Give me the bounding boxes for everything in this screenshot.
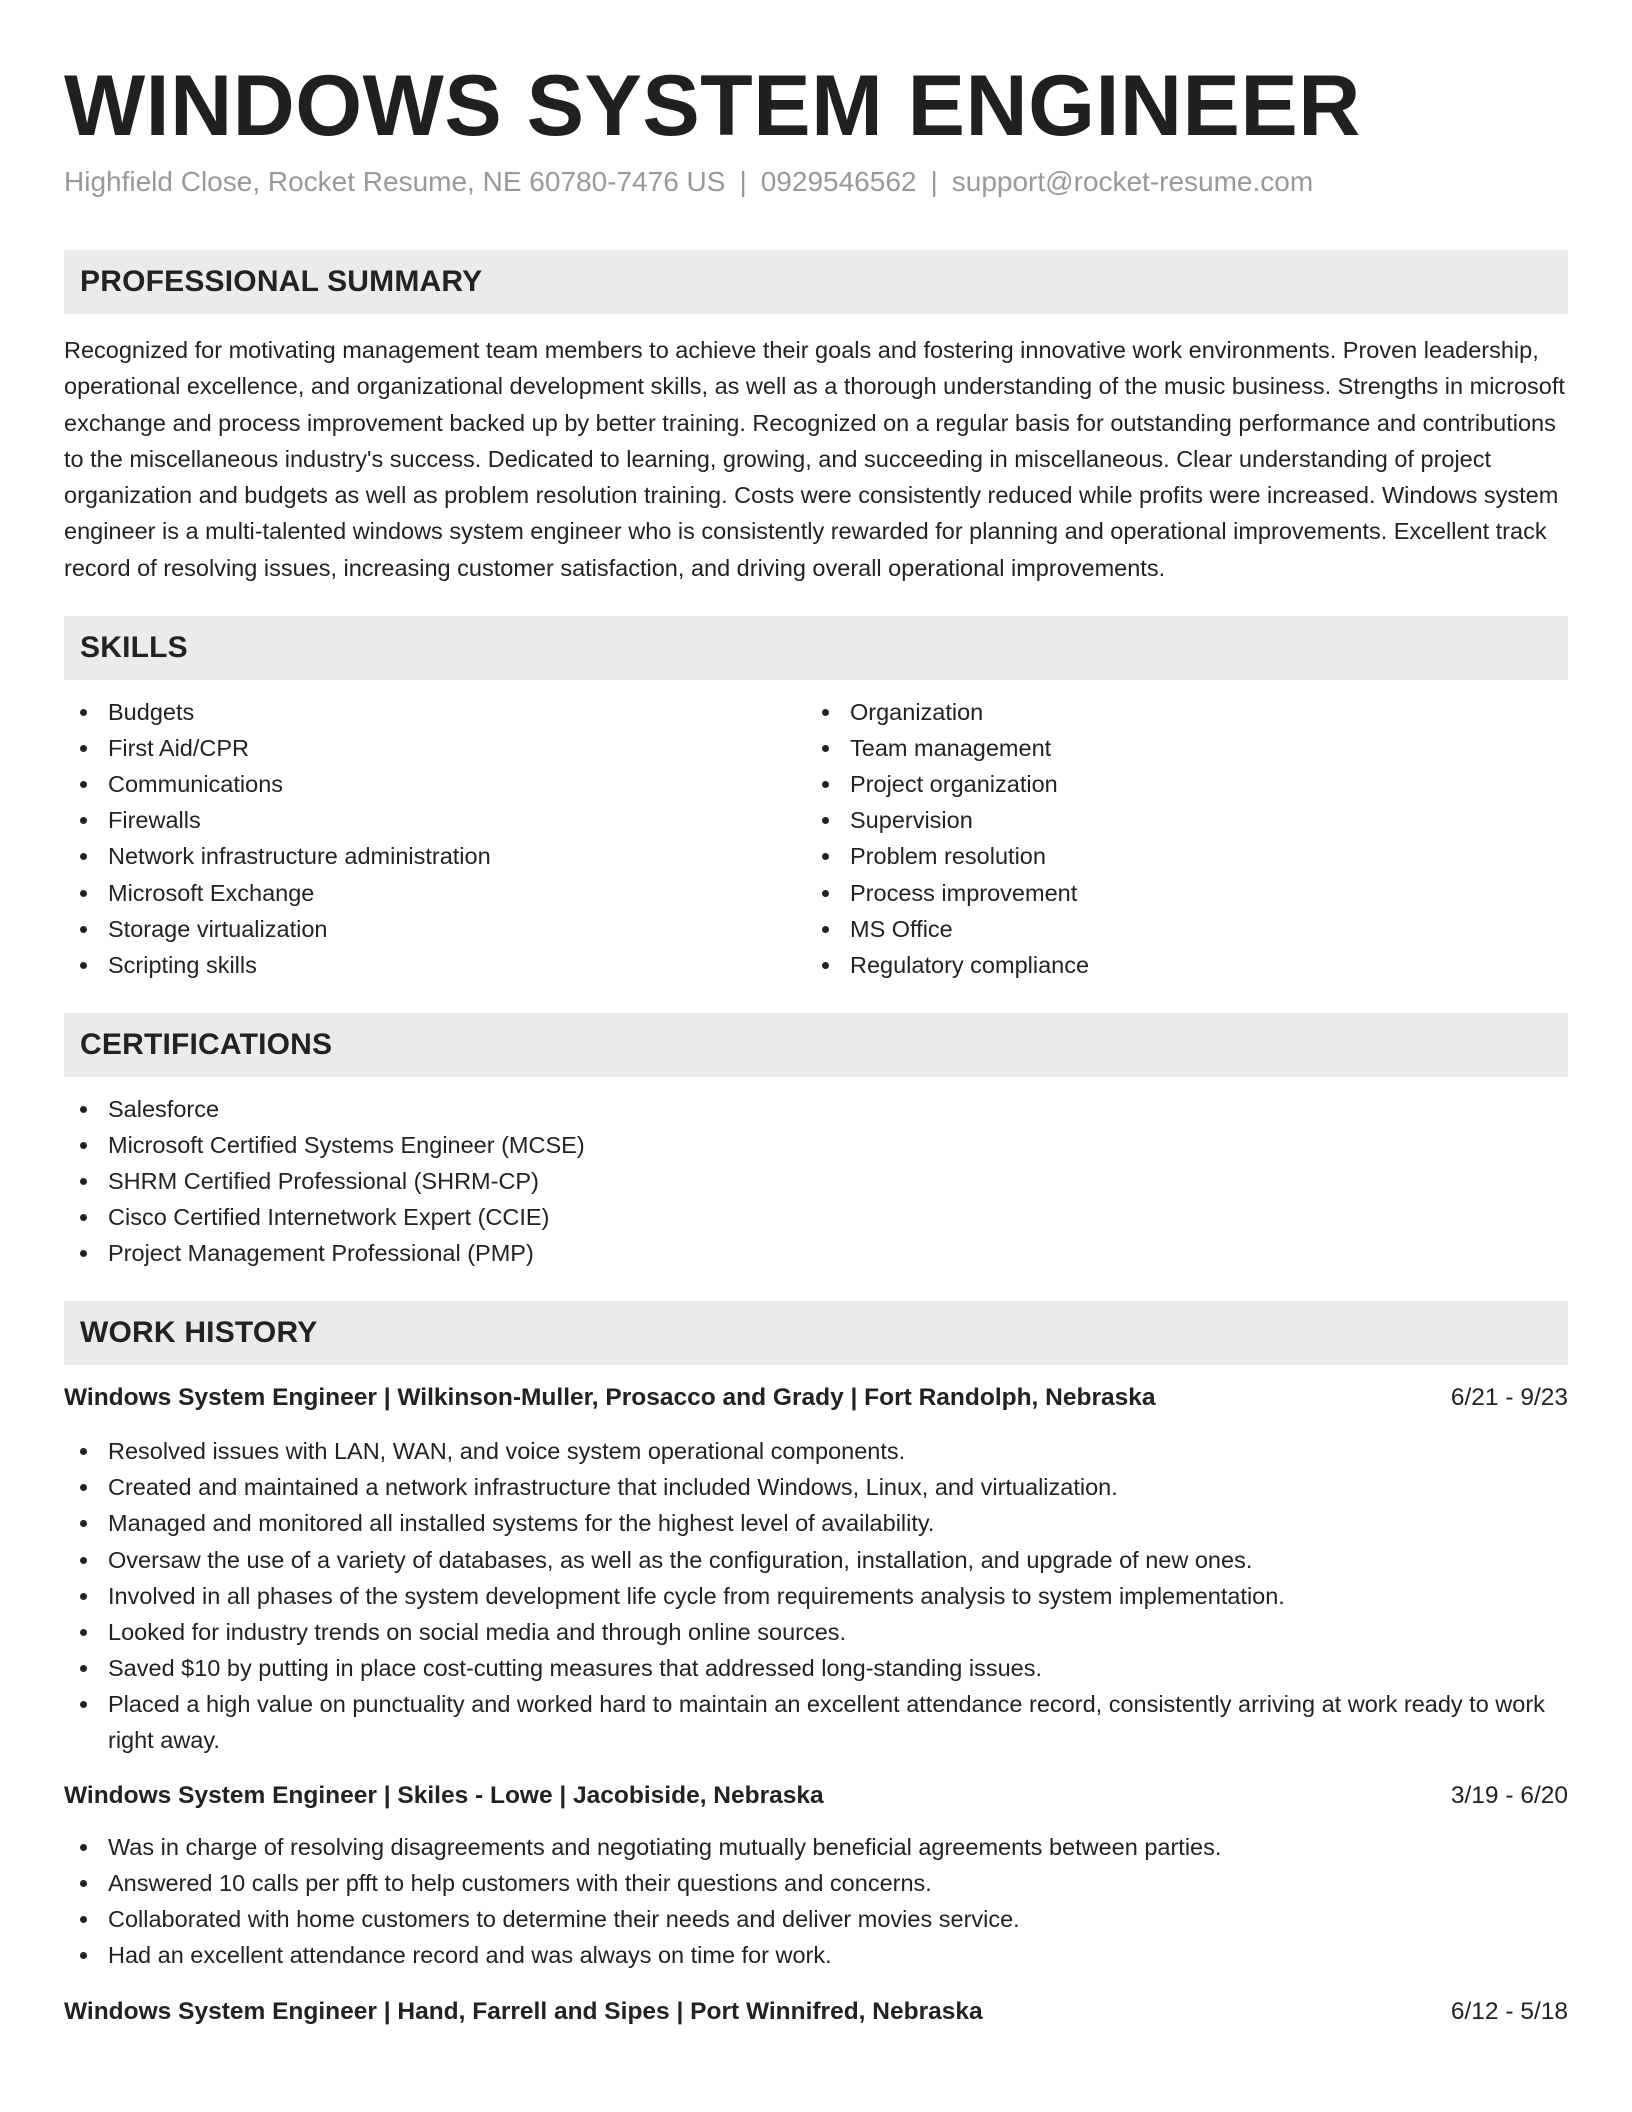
- skill-item: Communications: [64, 766, 806, 802]
- job-bullet: Managed and monitored all installed systems for the highest level of availability.: [64, 1505, 1568, 1541]
- job-bullet: Resolved issues with LAN, WAN, and voice system operational components.: [64, 1433, 1568, 1469]
- certification-item: Project Management Professional (PMP): [64, 1235, 1568, 1271]
- resume-page: [64, 0, 1568, 2030]
- job-bullet: Was in charge of resolving disagreements and negotiating mutually beneficial agreements between parties.: [64, 1829, 1568, 1865]
- job-bullet: Involved in all phases of the system development life cycle from requirements analysis to system implementation.: [64, 1578, 1568, 1614]
- job-heading: [64, 1994, 1568, 2030]
- skill-item: First Aid/CPR: [64, 730, 806, 766]
- job-heading: [64, 1380, 1568, 1416]
- skill-item: Regulatory compliance: [806, 947, 1548, 983]
- resume-title: WINDOWS SYSTEM ENGINEER: [64, 58, 1361, 154]
- job-dates: 6/21 - 9/23: [1450, 1384, 1568, 1412]
- skill-item: Process improvement: [806, 875, 1548, 911]
- job-bullet: Created and maintained a network infrastructure that included Windows, Linux, and virtualization.: [64, 1469, 1568, 1505]
- contact-separator: |: [930, 166, 938, 197]
- skill-item: Problem resolution: [806, 838, 1548, 874]
- skill-item: Organization: [806, 694, 1548, 730]
- section-heading-summary: PROFESSIONAL SUMMARY: [64, 250, 1568, 314]
- job-bullet: Had an excellent attendance record and was always on time for work.: [64, 1937, 1568, 1973]
- section-heading-skills: SKILLS: [64, 616, 1568, 680]
- phone: 0929546562: [760, 166, 917, 197]
- job-bullet: Collaborated with home customers to determine their needs and deliver movies service.: [64, 1901, 1568, 1937]
- section-heading-certifications: CERTIFICATIONS: [64, 1013, 1568, 1077]
- address: Highfield Close, Rocket Resume, NE 60780-7476 US: [64, 166, 726, 197]
- skill-item: Budgets: [64, 694, 806, 730]
- certification-item: SHRM Certified Professional (SHRM-CP): [64, 1163, 1568, 1199]
- job-dates: 3/19 - 6/20: [1450, 1782, 1568, 1810]
- job-bullet: Oversaw the use of a variety of databases, as well as the configuration, installation, and upgrade of new ones.: [64, 1542, 1568, 1578]
- contact-line: [64, 164, 1568, 200]
- job-bullets: [64, 1829, 1568, 1973]
- certification-item: Microsoft Certified Systems Engineer (MCSE): [64, 1127, 1568, 1163]
- job-bullet: Looked for industry trends on social media and through online sources.: [64, 1614, 1568, 1650]
- job-bullet: Placed a high value on punctuality and worked hard to maintain an excellent attendance record, consistently arriving at work ready to work right away.: [64, 1686, 1568, 1758]
- email: support@rocket-resume.com: [951, 166, 1314, 197]
- contact-separator: |: [739, 166, 747, 197]
- skill-item: Network infrastructure administration: [64, 838, 806, 874]
- skill-item: Team management: [806, 730, 1548, 766]
- job-bullets: [64, 1433, 1568, 1758]
- skill-item: Microsoft Exchange: [64, 875, 806, 911]
- job-dates: 6/12 - 5/18: [1450, 1997, 1568, 2025]
- certifications-list: [64, 1091, 1568, 1271]
- job-bullet: Saved $10 by putting in place cost-cutting measures that addressed long-standing issues.: [64, 1650, 1568, 1686]
- skill-item: Firewalls: [64, 802, 806, 838]
- summary-text: Recognized for motivating management team members to achieve their goals and fostering innovative work environments. Proven leadership, operational excellence, and organizational development skills, as well as a thorough understanding of the music business. Strengths in microsoft exchange and process improvement backed up by better training. Recognized on a regular basis for outstanding performance and contributions to the miscellaneous industry's success. Dedicated to learning, growing, and succeeding in miscellaneous. Clear understanding of project organization and budgets as well as problem resolution training. Costs were consistently reduced while profits were increased. Windows system engineer is a multi-talented windows system engineer who is consistently rewarded for planning and operational improvements. Excellent track record of resolving issues, increasing customer satisfaction, and driving overall operational improvements.: [64, 337, 1565, 581]
- skill-item: Supervision: [806, 802, 1548, 838]
- job-title: Windows System Engineer | Skiles - Lowe | Jacobiside, Nebraska: [64, 1782, 824, 1810]
- skill-item: Scripting skills: [64, 947, 806, 983]
- skill-item: MS Office: [806, 911, 1548, 947]
- skills-right-list: [806, 694, 1548, 983]
- section-heading-work-history: WORK HISTORY: [64, 1301, 1568, 1365]
- certification-item: Cisco Certified Internetwork Expert (CCIE): [64, 1199, 1568, 1235]
- skill-item: Storage virtualization: [64, 911, 806, 947]
- skills-grid: [64, 694, 1568, 983]
- certification-item: Salesforce: [64, 1091, 1568, 1127]
- skills-left-list: [64, 694, 806, 983]
- skill-item: Project organization: [806, 766, 1548, 802]
- job-title: Windows System Engineer | Wilkinson-Muller, Prosacco and Grady | Fort Randolph, Nebraska: [64, 1384, 1156, 1412]
- job-bullet: Answered 10 calls per pfft to help customers with their questions and concerns.: [64, 1865, 1568, 1901]
- job-heading: [64, 1778, 1568, 1814]
- job-title: Windows System Engineer | Hand, Farrell and Sipes | Port Winnifred, Nebraska: [64, 1997, 983, 2025]
